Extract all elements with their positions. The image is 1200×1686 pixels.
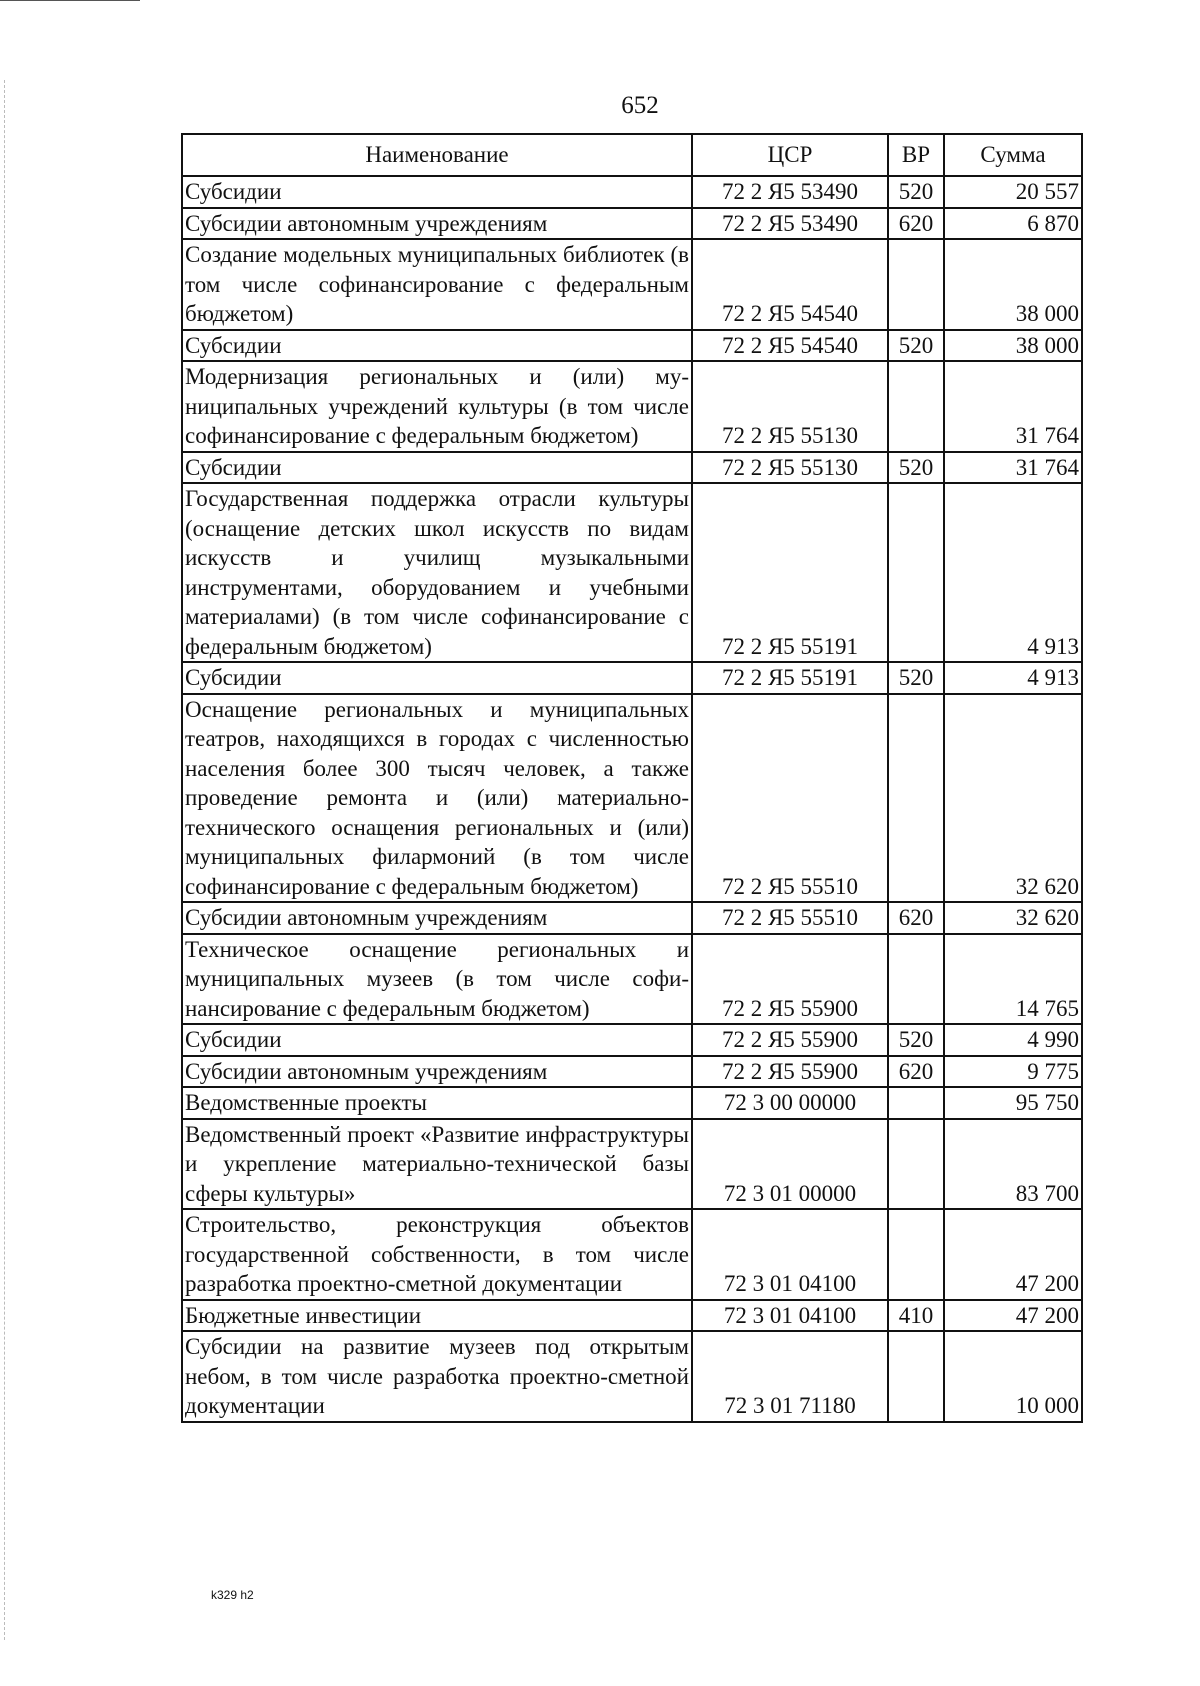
cell-csr: 72 2 Я5 54540 (692, 239, 888, 330)
cell-sum: 83 700 (944, 1119, 1082, 1210)
header-sum: Сумма (944, 134, 1082, 176)
cell-name: Субсидии на развитие музеев под открытым небом, в том числе разработка проектно-сметной документации (182, 1331, 692, 1422)
cell-name: Модернизация региональных и (или) муниципальных учреждений культуры (в том числе софинансирование с федеральным бюджетом) (182, 361, 692, 452)
cell-name: Субсидии (182, 176, 692, 208)
table-row (182, 1119, 1082, 1210)
cell-csr: 72 2 Я5 54540 (692, 330, 888, 362)
cell-csr: 72 3 01 04100 (692, 1209, 888, 1300)
cell-csr: 72 2 Я5 55900 (692, 934, 888, 1025)
cell-name: Субсидии (182, 662, 692, 694)
cell-vr: 520 (888, 662, 944, 694)
cell-name: Субсидии (182, 1024, 692, 1056)
cell-name: Субсидии (182, 330, 692, 362)
cell-sum: 31 764 (944, 452, 1082, 484)
cell-vr: 520 (888, 1024, 944, 1056)
table-row (182, 239, 1082, 330)
cell-vr: 520 (888, 330, 944, 362)
cell-vr: 410 (888, 1300, 944, 1332)
cell-sum: 47 200 (944, 1209, 1082, 1300)
header-vr: ВР (888, 134, 944, 176)
cell-name: Субсидии (182, 452, 692, 484)
header-csr: ЦСР (692, 134, 888, 176)
cell-vr: 520 (888, 452, 944, 484)
cell-csr: 72 2 Я5 55191 (692, 483, 888, 662)
cell-csr: 72 2 Я5 53490 (692, 208, 888, 240)
cell-sum: 95 750 (944, 1087, 1082, 1119)
scan-left-margin-line (4, 80, 5, 1640)
table-header-row (182, 134, 1082, 176)
cell-vr (888, 1209, 944, 1300)
cell-vr: 620 (888, 1056, 944, 1088)
table-row (182, 694, 1082, 903)
table-body (182, 176, 1082, 1422)
cell-vr (888, 1087, 944, 1119)
table-row (182, 1056, 1082, 1088)
cell-name: Оснащение региональных и муниципальных театров, находящихся в городах с численностью населения более 300 тысяч человек, а также проведение ремонта и (или) материально-технического оснащения региональных и (или) муниципальных филармоний (в том числе софинансирование с федеральным бюджетом) (182, 694, 692, 903)
cell-vr (888, 694, 944, 903)
cell-csr: 72 3 01 71180 (692, 1331, 888, 1422)
cell-sum: 38 000 (944, 330, 1082, 362)
cell-vr (888, 361, 944, 452)
table-row (182, 208, 1082, 240)
cell-vr (888, 483, 944, 662)
table-row (182, 934, 1082, 1025)
cell-sum: 20 557 (944, 176, 1082, 208)
cell-sum: 6 870 (944, 208, 1082, 240)
cell-vr (888, 1331, 944, 1422)
table-row (182, 1087, 1082, 1119)
table-row (182, 902, 1082, 934)
cell-name: Техническое оснащение региональных и муниципальных музеев (в том числе софинансирование с федеральным бюджетом) (182, 934, 692, 1025)
cell-sum: 31 764 (944, 361, 1082, 452)
cell-name: Строительство, реконструкция объектов государственной собственности, в том числе разработка проектно-сметной документации (182, 1209, 692, 1300)
cell-vr (888, 239, 944, 330)
cell-sum: 4 990 (944, 1024, 1082, 1056)
cell-csr: 72 2 Я5 55900 (692, 1024, 888, 1056)
table-row (182, 176, 1082, 208)
cell-sum: 9 775 (944, 1056, 1082, 1088)
budget-table (181, 133, 1083, 1423)
table-row (182, 1024, 1082, 1056)
cell-sum: 10 000 (944, 1331, 1082, 1422)
cell-csr: 72 2 Я5 55130 (692, 452, 888, 484)
cell-csr: 72 2 Я5 55510 (692, 694, 888, 903)
cell-name: Субсидии автономным учреждениям (182, 1056, 692, 1088)
cell-name: Ведомственный проект «Развитие инфраструктуры и укрепление материально-технической базы сферы культуры» (182, 1119, 692, 1210)
cell-name: Субсидии автономным учреждениям (182, 208, 692, 240)
cell-vr (888, 1119, 944, 1210)
table-row (182, 483, 1082, 662)
table-row (182, 1331, 1082, 1422)
cell-sum: 4 913 (944, 662, 1082, 694)
page-number: 652 (621, 92, 659, 119)
table-row (182, 1300, 1082, 1332)
cell-csr: 72 2 Я5 55130 (692, 361, 888, 452)
cell-sum: 14 765 (944, 934, 1082, 1025)
table-row (182, 452, 1082, 484)
footer-code: k329 h2 (211, 1588, 254, 1602)
cell-name: Ведомственные проекты (182, 1087, 692, 1119)
scan-edge-line (0, 0, 140, 1)
cell-vr: 520 (888, 176, 944, 208)
cell-csr: 72 2 Я5 55900 (692, 1056, 888, 1088)
cell-vr (888, 934, 944, 1025)
table-row (182, 1209, 1082, 1300)
cell-sum: 38 000 (944, 239, 1082, 330)
cell-sum: 47 200 (944, 1300, 1082, 1332)
table-row (182, 662, 1082, 694)
header-name: Наименование (182, 134, 692, 176)
cell-csr: 72 2 Я5 55191 (692, 662, 888, 694)
cell-vr: 620 (888, 208, 944, 240)
cell-sum: 4 913 (944, 483, 1082, 662)
cell-csr: 72 3 00 00000 (692, 1087, 888, 1119)
cell-csr: 72 2 Я5 53490 (692, 176, 888, 208)
table-row (182, 330, 1082, 362)
cell-name: Бюджетные инвестиции (182, 1300, 692, 1332)
cell-csr: 72 3 01 00000 (692, 1119, 888, 1210)
cell-csr: 72 2 Я5 55510 (692, 902, 888, 934)
table-row (182, 361, 1082, 452)
cell-name: Субсидии автономным учреждениям (182, 902, 692, 934)
cell-csr: 72 3 01 04100 (692, 1300, 888, 1332)
cell-sum: 32 620 (944, 902, 1082, 934)
cell-vr: 620 (888, 902, 944, 934)
cell-name: Государственная поддержка отрасли культуры (оснащение детских школ искусств по видам искусств и училищ музыкальными инструментами, оборудованием и учебными материалами) (в том числе софинансирование с федеральным бюджетом) (182, 483, 692, 662)
cell-name: Создание модельных муниципальных библиотек (в том числе софинансирование с федеральным бюджетом) (182, 239, 692, 330)
cell-sum: 32 620 (944, 694, 1082, 903)
